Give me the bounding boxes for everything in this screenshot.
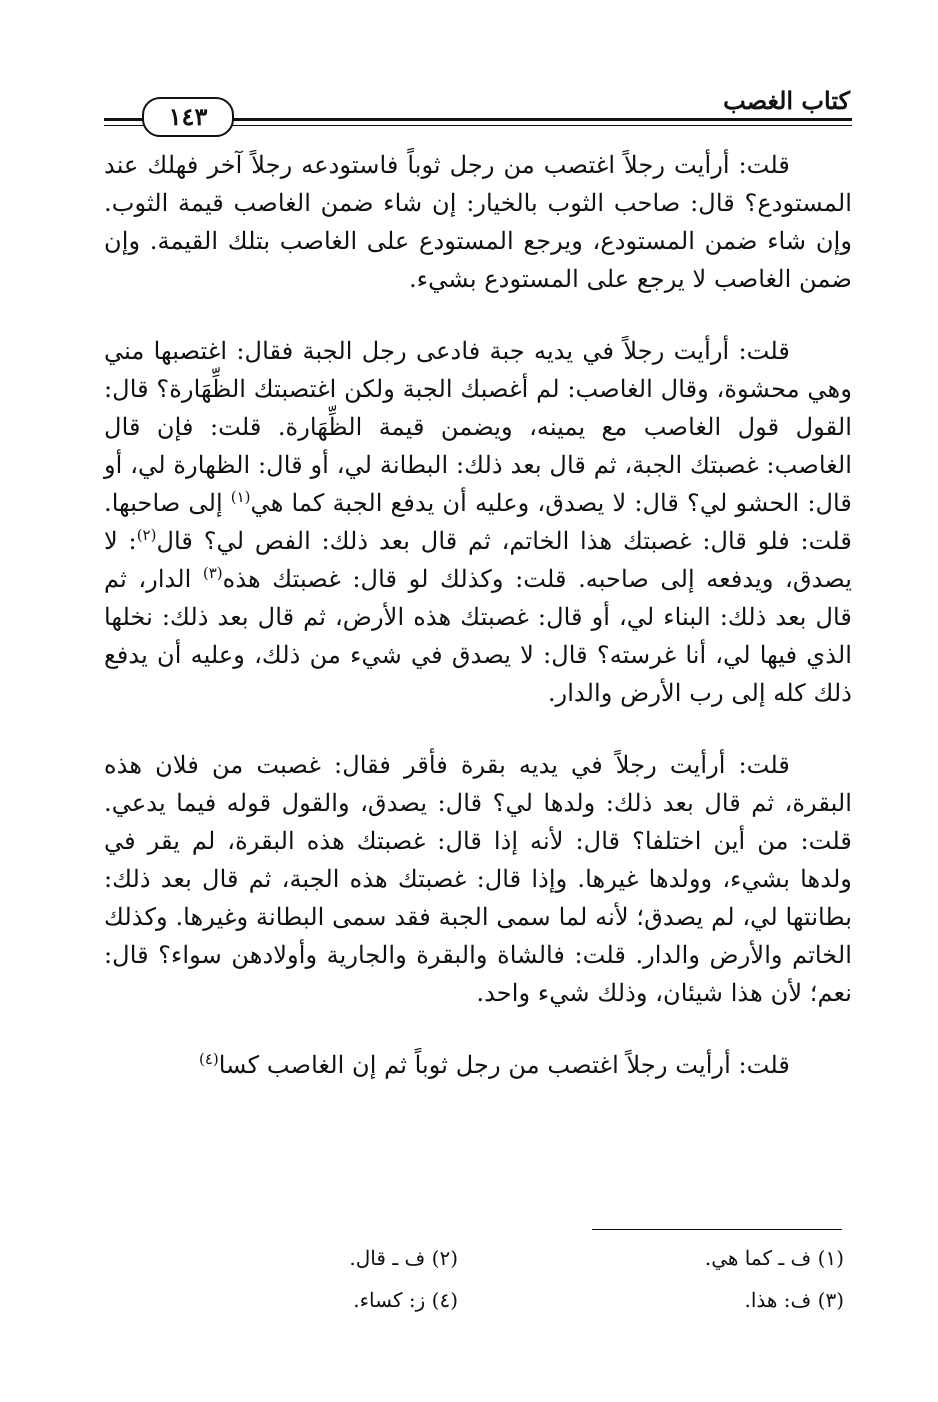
footnote-ref-1: (١) — [230, 487, 251, 506]
chapter-title: كتاب الغصب — [723, 86, 850, 115]
paragraph-4: قلت: أرأيت رجلاً اغتصب من رجل ثوباً ثم إن الغاصب كسا$^{(٤)}$ — [198, 1049, 790, 1079]
body-text — [104, 146, 852, 1084]
footnote-1: (١) ف ـ كما هي. — [704, 1246, 844, 1270]
footnote-4: (٤) ز: كساء. — [353, 1288, 458, 1312]
footnote-ref-4: (٤) — [198, 1049, 219, 1068]
paragraph-2: قلت: أرأيت رجلاً في يديه جبة فادعى رجل الجبة فقال: اغتصبها مني وهي محشوة، وقال الغاصب: لم أغصبك الجبة ولكن اغتصبتك الظِّهَارة؟ قال: القول قول الغاصب مع يمينه، ويضمن قيمة الظِّهَارة. قلت: فإن قال الغاصب: غصبتك الجبة، ثم قال بعد ذلك: البطانة لي، أو قال: الظهارة لي، أو قال: الحشو لي؟ قال: لا يصدق، وعليه أن يدفع الجبة كما هي$^{(١)}$ إلى صاحبها. قلت: فلو قال: غصبتك هذا الخاتم، ثم قال بعد ذلك: الفص لي؟ قال$^{(٢)}$: لا يصدق، ويدفعه إلى صاحبه. قلت: وكذلك لو قال: غصبتك هذه$^{(٣)}$ الدار، ثم قال بعد ذلك: البناء لي، أو قال: غصبتك هذه الأرض، ثم قال بعد ذلك: نخلها الذي فيها لي، أنا غرسته؟ قال: لا يصدق في شيء من ذلك، وعليه أن يدفع ذلك كله إلى رب الأرض والدار. — [104, 337, 852, 707]
paragraph-1: قلت: أرأيت رجلاً اغتصب من رجل ثوباً فاستودعه رجلاً آخر فهلك عند المستودع؟ قال: صاحب الثوب بالخيار: إن شاء ضمن الغاصب قيمة الثوب. وإن شاء ضمن المستودع، ويرجع المستودع على الغاصب بتلك القيمة. وإن ضمن الغاصب لا يرجع على المستودع بشيء. — [104, 151, 852, 293]
paragraph-3: قلت: أرأيت رجلاً في يديه بقرة فأقر فقال: غصبت من فلان هذه البقرة، ثم قال بعد ذلك: ولدها لي؟ قال: يصدق، والقول قوله فيما يدعي. قلت: من أين اختلفا؟ قال: لأنه إذا قال: غصبتك هذه البقرة، لم يقر في ولدها بشيء، وولدها غيرها. وإذا قال: غصبتك هذه الجبة، ثم قال بعد ذلك: بطانتها لي، لم يصدق؛ لأنه لما سمى الجبة فقد سمى البطانة وغيرها. وكذلك الخاتم والأرض والدار. قلت: فالشاة والبقرة والجارية وأولادهن سواء؟ قال: نعم؛ لأن هذا شيئان، وذلك شيء واحد. — [104, 751, 852, 1007]
footnote-2: (٢) ف ـ قال. — [349, 1246, 458, 1270]
footnote-3: (٣) ف: هذا. — [744, 1288, 844, 1312]
footnote-separator — [592, 1229, 842, 1230]
footnote-ref-3: (٣) — [202, 563, 223, 582]
footnote-ref-2: (٢) — [136, 525, 157, 544]
page-number: ١٤٣ — [142, 97, 234, 137]
